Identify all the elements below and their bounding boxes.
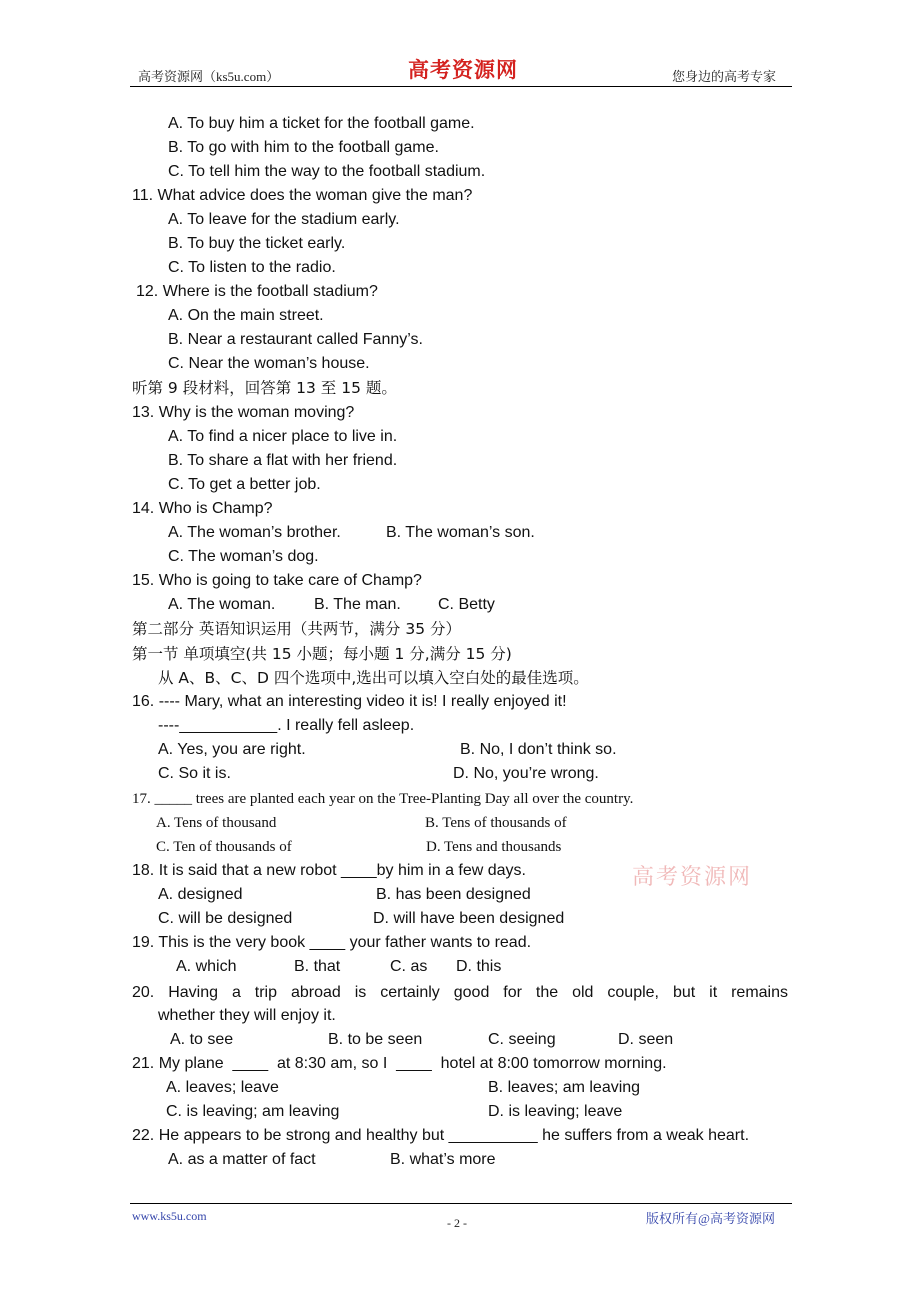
page-number: - 2 -	[447, 1216, 467, 1230]
section-9-heading: 听第 9 段材料，回答第 13 至 15 题。	[132, 379, 397, 397]
q20-option-d: D. seen	[618, 1031, 674, 1048]
q18-number: 18	[132, 862, 150, 879]
q18-stem	[132, 861, 526, 881]
q15-option-c: C. Betty	[438, 596, 495, 613]
q17-option-d: D. Tens and thousands	[426, 839, 562, 855]
q20-stem-line1: 20. Having a trip abroad is certainly good for the old couple, but it remains	[132, 984, 788, 1001]
watermark-logo: 高考资源网	[632, 865, 753, 890]
q16-option-d: D. No, you’re wrong.	[453, 765, 599, 782]
q19-option-a: A. which	[176, 958, 237, 975]
q16-option-b: B. No, I don’t think so.	[460, 741, 617, 758]
header-site-name: 高考资源网（ks5u.com）	[138, 69, 280, 84]
q21-option-d: D. is leaving; leave	[488, 1103, 623, 1120]
footer-website-link[interactable]: www.ks5u.com	[132, 1209, 207, 1223]
q21-option-c: C. is leaving; am leaving	[166, 1103, 340, 1120]
q22-stem: 22. He appears to be strong and healthy but __________ he suffers from a weak heart.	[132, 1127, 750, 1144]
header-rule	[130, 86, 792, 87]
q14-option-a: A. The woman’s brother.	[168, 524, 341, 541]
q13-option-b: B. To share a flat with her friend.	[168, 452, 398, 469]
q16-dialogue-reply: ----___________. I really fell asleep.	[158, 717, 415, 734]
q11-option-b: B. To buy the ticket early.	[168, 235, 346, 252]
header-logo: 高考资源网	[408, 57, 518, 82]
q16-option-a: A. Yes, you are right.	[158, 741, 306, 758]
q12-stem: 12. Where is the football stadium?	[136, 283, 378, 300]
q21-stem: 21. My plane ____ at 8:30 am, so I ____ hotel at 8:00 tomorrow morning.	[132, 1055, 667, 1072]
q17-stem: 17. _____ trees are planted each year on the Tree-Planting Day all over the country.	[132, 791, 634, 807]
q16-stem: 16. ---- Mary, what an interesting video it is! I really enjoyed it!	[132, 693, 567, 710]
q17-option-a: A. Tens of thousand	[156, 815, 277, 831]
q14-option-b: B. The woman’s son.	[386, 524, 535, 541]
q19-option-c: C. as	[390, 958, 428, 975]
q17-option-b: B. Tens of thousands of	[425, 815, 567, 831]
q21-option-a: A. leaves; leave	[166, 1079, 279, 1096]
q22-option-a: A. as a matter of fact	[168, 1151, 316, 1168]
q10-option-c: C. To tell him the way to the football stadium.	[168, 163, 486, 180]
q18-option-d: D. will have been designed	[373, 910, 565, 927]
q11-stem: 11. What advice does the woman give the man?	[132, 187, 473, 204]
q19-option-d: D. this	[456, 958, 502, 975]
q19-option-b: B. that	[294, 958, 341, 975]
q21-option-b: B. leaves; am leaving	[488, 1079, 641, 1096]
q16-option-c: C. So it is.	[158, 765, 231, 782]
q12-option-b: B. Near a restaurant called Fanny’s.	[168, 331, 423, 348]
q13-option-c: C. To get a better job.	[168, 476, 321, 493]
instruction-text: 从 A、B、C、D 四个选项中,选出可以填入空白处的最佳选项。	[158, 669, 589, 687]
q11-option-c: C. To listen to the radio.	[168, 259, 336, 276]
q18-option-b: B. has been designed	[376, 886, 531, 903]
q10-option-b: B. To go with him to the football game.	[168, 139, 439, 156]
header-slogan: 您身边的高考专家	[672, 69, 777, 84]
q12-option-a: A. On the main street.	[168, 307, 324, 324]
footer-copyright: 版权所有@高考资源网	[646, 1211, 775, 1226]
q20-option-c: C. seeing	[488, 1031, 556, 1048]
part-2-heading: 第二部分 英语知识运用（共两节，满分 35 分）	[132, 620, 462, 638]
q12-option-c: C. Near the woman’s house.	[168, 355, 370, 372]
q15-option-a: A. The woman.	[168, 596, 276, 613]
q19-stem: 19. This is the very book ____ your father wants to read.	[132, 934, 532, 951]
q18-option-a: A. designed	[158, 886, 243, 903]
q17-option-c: C. Ten of thousands of	[156, 839, 292, 855]
section-1-heading: 第一节 单项填空(共 15 小题；每小题 1 分,满分 15 分)	[132, 645, 512, 663]
q22-option-b: B. what’s more	[390, 1151, 496, 1168]
q13-stem: 13. Why is the woman moving?	[132, 404, 355, 421]
footer-rule	[130, 1203, 792, 1204]
q18-stem-text: . It is said that a new robot ____by him in a few days.	[149, 862, 526, 879]
q10-option-a: A. To buy him a ticket for the football game.	[168, 115, 475, 132]
q20-option-b: B. to be seen	[328, 1031, 423, 1048]
q20-stem-line2: whether they will enjoy it.	[158, 1007, 336, 1024]
q18-option-c: C. will be designed	[158, 910, 293, 927]
q11-option-a: A. To leave for the stadium early.	[168, 211, 400, 228]
q13-option-a: A. To find a nicer place to live in.	[168, 428, 398, 445]
q14-option-c: C. The woman’s dog.	[168, 548, 319, 565]
q20-option-a: A. to see	[170, 1031, 234, 1048]
q14-stem: 14. Who is Champ?	[132, 500, 273, 517]
q15-stem: 15. Who is going to take care of Champ?	[132, 572, 422, 589]
q15-option-b: B. The man.	[314, 596, 401, 613]
